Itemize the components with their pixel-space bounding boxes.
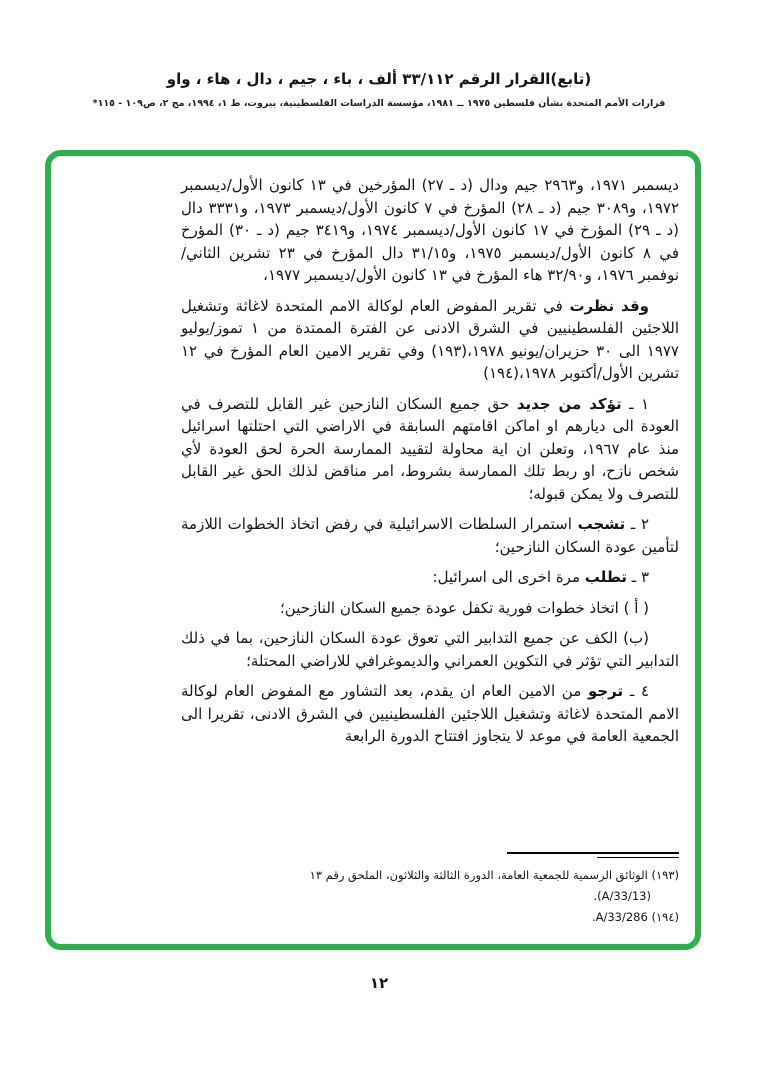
page-number: ١٢ xyxy=(369,974,389,992)
footnote-separator-rule xyxy=(507,852,679,854)
paragraph-text: استمرار السلطات الاسرائيلية في رفض اتخاذ الخطوات اللازمة لتأمين عودة السكان النازحين؛ xyxy=(181,515,679,556)
paragraph-text: في تقرير المفوض العام لوكالة الامم المتحدة لاغاثة وتشغيل اللاجئين الفلسطينيين في الشرق الادنى عن الفترة الممتدة من ١ تموز/يوليو ١٩٧٧ الى ٣٠ حزيران/يونيو ١٩٧٨،(١٩٣) وفي تقرير الامين العام المؤرخ في ١٢ تشرين الأول/أكتوبر ١٩٧٨،(١٩٤) xyxy=(181,296,680,382)
paragraph-resolutions-list xyxy=(181,174,679,287)
paragraph-text: ( أ ) اتخاذ خطوات فورية تكفل عودة جميع السكان النازحين؛ xyxy=(280,598,649,617)
footnote-193 xyxy=(181,865,679,886)
page-header xyxy=(0,70,758,109)
footnote-text: الوثائق الرسمية للجمعية العامة، الدورة الثالثة والثلاثون، الملحق رقم ١٣ xyxy=(309,868,648,882)
footnote-reference: A/33/286. xyxy=(591,910,648,924)
paragraph-number: ٤ ـ xyxy=(623,682,649,700)
paragraph-subitem-a xyxy=(181,597,679,620)
paragraph-operative-4 xyxy=(181,680,679,748)
paragraph-operative-3 xyxy=(181,566,679,589)
paragraph-lead: تطلب xyxy=(584,568,627,586)
paragraph-lead: تشجب xyxy=(577,515,626,533)
body-text-column xyxy=(181,174,679,756)
footnote-194 xyxy=(181,907,679,928)
paragraph-text: (ب) الكف عن جميع التدابير التي تعوق عودة السكان النازحين، بما في ذلك التدابير التي تؤثر في التكوين العمراني والديموغرافي للاراضي المحتلة؛ xyxy=(181,629,679,670)
paragraph-lead: وقد نظرت xyxy=(569,296,649,315)
document-title: (تابع)القرار الرقم ٣٣/١١٢ ألف ، باء ، جيم ، دال ، هاء ، واو xyxy=(166,70,592,88)
paragraph-text: حق جميع السكان النازحين غير القابل للتصرف في العودة الى ديارهم او اماكن اقامتهم السابقة في الاراضي التي احتلتها اسرائيل منذ عام ١٩٦٧، وتعلن ان اية محاولة لتقييد الممارسة الحرة لحق العودة لأي شخص نازح، او ربط تلك الممارسة بشروط، امر مناقض لذلك الحق غير القابل للتصرف ولا يمكن قبوله؛ xyxy=(181,394,680,503)
paragraph-operative-2 xyxy=(181,513,679,558)
paragraph-subitem-b xyxy=(181,627,679,672)
paragraph-lead: ترجو xyxy=(587,682,624,700)
document-source-line: قرارات الأمم المتحدة بشأن فلسطين ١٩٧٥ ــ ١٩٨١، مؤسسة الدراسات الفلسطينية، بيروت، ط ١، ١٩٩٤، مج ٢، ص١٠٩ - ١١٥* xyxy=(92,98,666,109)
paragraph-number: ٢ ـ xyxy=(625,515,649,533)
highlight-border-box xyxy=(45,150,701,950)
paragraph-operative-1 xyxy=(181,393,679,506)
paragraph-number: ١ ـ xyxy=(621,394,649,413)
footnote-label: (١٩٤) xyxy=(651,910,679,924)
paragraph-lead: تؤكد من جديد xyxy=(516,394,622,413)
footnote-193-reference: (A/33/13). xyxy=(593,889,651,903)
footnote-area xyxy=(181,852,679,928)
footnote-separator-rule-short xyxy=(597,857,679,858)
paragraph-text: مرة اخرى الى اسرائيل: xyxy=(432,568,585,586)
paragraph-text: من الامين العام ان يقدم، بعد التشاور مع المفوض العام لوكالة الامم المتحدة لاغاثة وتشغيل اللاجئين الفلسطينيين في الشرق الادنى، تقريرا الى الجمعية العامة في موعد لا يتجاوز افتتاح الدورة الرابعة xyxy=(181,682,679,745)
footnote-label: (١٩٣) xyxy=(651,868,679,882)
paragraph-preamble-report xyxy=(181,295,679,385)
paragraph-number: ٣ ـ xyxy=(627,568,649,586)
paragraph-text: ديسمبر ١٩٧١، و٢٩٦٣ جيم ودال (د ـ ٢٧) المؤرخين في ١٣ كانون الأول/ديسمبر ١٩٧٢، و٣٠٨٩ جيم (د ـ ٢٨) المؤرخ في ٧ كانون الأول/ديسمبر ١٩٧٣، و٣٣٣١ دال (د ـ ٢٩) المؤرخ في ١٧ كانون الأول/ديسمبر ١٩٧٤، و٣٤١٩ جيم (د ـ ٣٠) المؤرخ في ٨ كانون الأول/ديسمبر ١٩٧٥، و٣١/١٥ دال المؤرخ في ٢٣ تشرين الثاني/نوفمبر ١٩٧٦، و٣٢/٩٠ هاء المؤرخ في ١٣ كانون الأول/ديسمبر ١٩٧٧، xyxy=(181,176,680,284)
